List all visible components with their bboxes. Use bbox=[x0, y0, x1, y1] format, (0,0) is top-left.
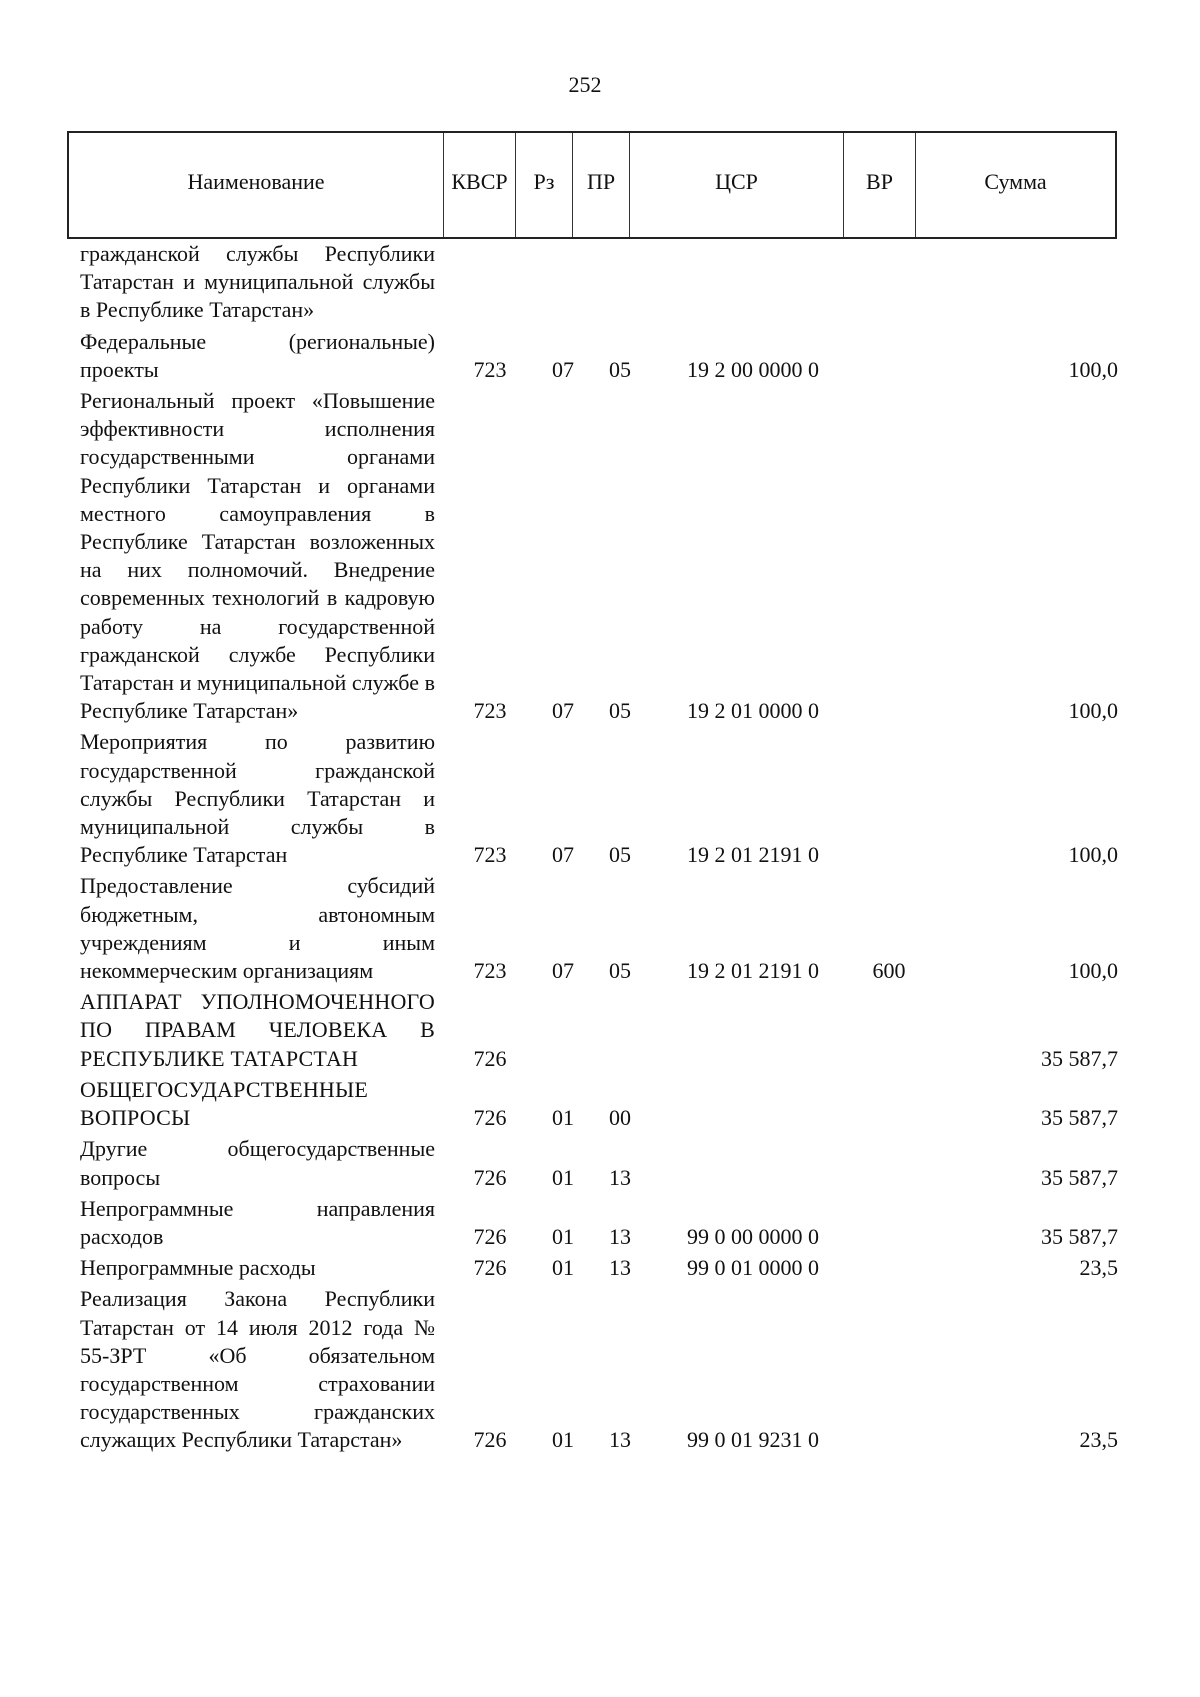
row-pr: 05 bbox=[609, 356, 631, 382]
row-sum: 100,0 bbox=[1068, 698, 1118, 724]
table-row bbox=[80, 240, 1120, 325]
row-sum: 100,0 bbox=[1068, 356, 1118, 382]
row-name: АППАРАТ УПОЛНОМОЧЕННОГО ПО ПРАВАМ ЧЕЛОВЕКА В РЕСПУБЛИКЕ ТАТАРСТАН bbox=[80, 989, 435, 1071]
row-name: гражданской службы Республики Татарстан и муниципальной службы в Республике Татарстан» bbox=[80, 241, 435, 323]
table-header bbox=[67, 131, 1117, 239]
row-kvsr: 726 bbox=[473, 1045, 507, 1071]
row-kvsr: 726 bbox=[473, 1255, 507, 1281]
row-csr: 19 2 01 2191 0 bbox=[687, 958, 819, 984]
table-row bbox=[80, 1254, 1120, 1282]
row-rz: 07 bbox=[552, 842, 574, 868]
table-row bbox=[80, 1076, 1120, 1132]
table-row bbox=[80, 1135, 1120, 1191]
row-sum: 35 587,7 bbox=[1041, 1105, 1118, 1131]
row-pr: 13 bbox=[609, 1223, 631, 1249]
row-kvsr: 723 bbox=[473, 842, 507, 868]
row-pr: 13 bbox=[609, 1255, 631, 1281]
row-name: Другие общегосударственные вопросы bbox=[80, 1136, 435, 1190]
header-csr: ЦСР bbox=[630, 133, 844, 237]
table-row bbox=[80, 988, 1120, 1073]
row-csr: 99 0 00 0000 0 bbox=[687, 1223, 819, 1249]
table-row bbox=[80, 728, 1120, 869]
row-name: Реализация Закона Республики Татарстан от 14 июля 2012 года № 55-ЗРТ «Об обязательном государственном страховании государственных гражданских служащих Республики Татарстан» bbox=[80, 1286, 435, 1453]
row-name: ОБЩЕГОСУДАРСТВЕННЫЕ ВОПРОСЫ bbox=[80, 1076, 369, 1131]
row-sum: 23,5 bbox=[1079, 1255, 1118, 1281]
row-kvsr: 726 bbox=[473, 1105, 507, 1131]
header-rz: Рз bbox=[516, 133, 573, 237]
row-name: Непрограммные направления расходов bbox=[80, 1195, 435, 1249]
row-csr: 19 2 01 0000 0 bbox=[687, 698, 819, 724]
header-pr: ПР bbox=[573, 133, 630, 237]
table-row bbox=[80, 387, 1120, 725]
row-csr: 19 2 00 0000 0 bbox=[687, 356, 819, 382]
header-kvsr: КВСР bbox=[444, 133, 516, 237]
row-sum: 35 587,7 bbox=[1041, 1223, 1118, 1249]
row-name: Непрограммные расходы bbox=[80, 1255, 316, 1281]
row-rz: 01 bbox=[552, 1427, 574, 1453]
header-vr: ВР bbox=[844, 133, 916, 237]
row-sum: 35 587,7 bbox=[1041, 1164, 1118, 1190]
header-name: Наименование bbox=[69, 133, 444, 237]
row-sum: 100,0 bbox=[1068, 958, 1118, 984]
row-pr: 13 bbox=[609, 1427, 631, 1453]
row-kvsr: 723 bbox=[473, 698, 507, 724]
row-rz: 07 bbox=[552, 958, 574, 984]
row-kvsr: 723 bbox=[473, 356, 507, 382]
row-pr: 05 bbox=[609, 842, 631, 868]
row-csr: 99 0 01 9231 0 bbox=[687, 1427, 819, 1453]
row-csr: 99 0 01 0000 0 bbox=[687, 1255, 819, 1281]
row-csr: 19 2 01 2191 0 bbox=[687, 842, 819, 868]
row-rz: 01 bbox=[552, 1223, 574, 1249]
row-pr: 05 bbox=[609, 958, 631, 984]
row-vr: 600 bbox=[872, 958, 906, 984]
row-rz: 07 bbox=[552, 698, 574, 724]
page-number: 252 bbox=[568, 72, 602, 97]
table-body bbox=[80, 240, 1120, 1455]
row-rz: 07 bbox=[552, 356, 574, 382]
row-rz: 01 bbox=[552, 1164, 574, 1190]
table-row bbox=[80, 1285, 1120, 1454]
table-row bbox=[80, 1195, 1120, 1251]
row-rz: 01 bbox=[552, 1255, 574, 1281]
row-pr: 13 bbox=[609, 1164, 631, 1190]
row-sum: 100,0 bbox=[1068, 842, 1118, 868]
table-row bbox=[80, 328, 1120, 384]
row-name: Региональный проект «Повышение эффективности исполнения государственными органами Республики Татарстан и органами местного самоуправления в Республике Татарстан возложенных на них полномочий. Внедрение современных технологий в кадровую работу на государственной гражданской службе Республики Татарстан и муниципальной службе в Республике Татарстан» bbox=[80, 388, 435, 724]
row-sum: 23,5 bbox=[1079, 1427, 1118, 1453]
row-name: Мероприятия по развитию государственной гражданской службы Республики Татарстан и муниципальной службы в Республике Татарстан bbox=[80, 729, 435, 868]
row-name: Предоставление субсидий бюджетным, автономным учреждениям и иным некоммерческим организациям bbox=[80, 873, 435, 984]
table-row bbox=[80, 872, 1120, 985]
row-pr: 05 bbox=[609, 698, 631, 724]
row-name: Федеральные (региональные) проекты bbox=[80, 328, 435, 382]
row-kvsr: 726 bbox=[473, 1427, 507, 1453]
row-sum: 35 587,7 bbox=[1041, 1045, 1118, 1071]
row-pr: 00 bbox=[609, 1105, 631, 1131]
row-kvsr: 726 bbox=[473, 1164, 507, 1190]
row-kvsr: 723 bbox=[473, 958, 507, 984]
row-kvsr: 726 bbox=[473, 1223, 507, 1249]
header-sum: Сумма bbox=[984, 169, 1047, 194]
row-rz: 01 bbox=[552, 1105, 574, 1131]
